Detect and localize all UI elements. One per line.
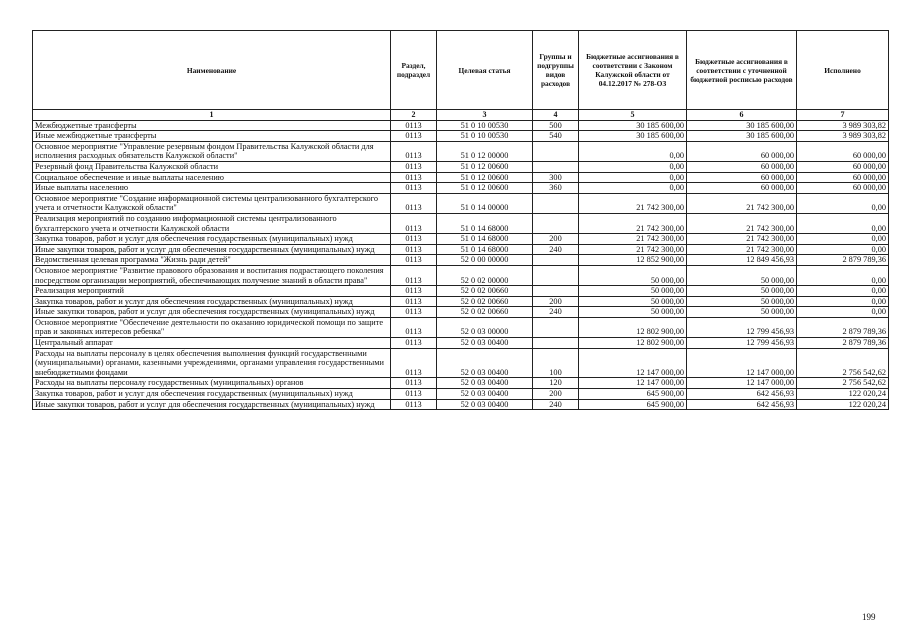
row-target: 52 0 02 00000 <box>437 265 533 285</box>
row-target: 52 0 03 00000 <box>437 317 533 337</box>
row-executed: 2 879 789,36 <box>797 317 889 337</box>
row-budget-list: 60 000,00 <box>687 172 797 183</box>
row-name: Расходы на выплаты персоналу государственных (муниципальных) органов <box>33 378 391 389</box>
row-target: 52 0 03 00400 <box>437 348 533 378</box>
column-number-row <box>33 110 889 121</box>
row-section: 0113 <box>391 131 437 142</box>
row-section: 0113 <box>391 234 437 245</box>
row-group: 540 <box>533 131 579 142</box>
row-section: 0113 <box>391 120 437 131</box>
row-name: Основное мероприятие "Обеспечение деятельности по оказанию юридической помощи по защите прав и законных интересов ребенка" <box>33 317 391 337</box>
row-group: 240 <box>533 244 579 255</box>
table-row <box>33 348 889 378</box>
row-executed: 0,00 <box>797 244 889 255</box>
table-row <box>33 307 889 318</box>
row-section: 0113 <box>391 286 437 297</box>
header-group: Группы и подгруппы видов расходов <box>533 31 579 110</box>
row-name: Резервный фонд Правительства Калужской области <box>33 161 391 172</box>
row-budget-law: 0,00 <box>579 141 687 161</box>
row-target: 52 0 03 00400 <box>437 338 533 349</box>
row-budget-law: 50 000,00 <box>579 265 687 285</box>
row-section: 0113 <box>391 338 437 349</box>
header-row <box>33 31 889 110</box>
row-section: 0113 <box>391 317 437 337</box>
row-group <box>533 338 579 349</box>
row-target: 51 0 10 00530 <box>437 120 533 131</box>
row-section: 0113 <box>391 348 437 378</box>
row-executed: 0,00 <box>797 307 889 318</box>
row-section: 0113 <box>391 141 437 161</box>
table-row <box>33 213 889 233</box>
row-group: 240 <box>533 307 579 318</box>
column-number: 4 <box>533 110 579 121</box>
row-target: 52 0 00 00000 <box>437 255 533 266</box>
row-executed: 122 020,24 <box>797 399 889 410</box>
table-row <box>33 389 889 400</box>
row-budget-law: 0,00 <box>579 183 687 194</box>
row-target: 52 0 03 00400 <box>437 389 533 400</box>
table-row <box>33 172 889 183</box>
row-budget-list: 642 456,93 <box>687 389 797 400</box>
row-target: 51 0 12 00000 <box>437 141 533 161</box>
row-budget-list: 50 000,00 <box>687 307 797 318</box>
row-executed: 2 756 542,62 <box>797 348 889 378</box>
row-target: 52 0 03 00400 <box>437 378 533 389</box>
row-executed: 60 000,00 <box>797 172 889 183</box>
row-budget-law: 12 147 000,00 <box>579 348 687 378</box>
row-group: 500 <box>533 120 579 131</box>
row-budget-list: 12 849 456,93 <box>687 255 797 266</box>
row-budget-list: 12 799 456,93 <box>687 338 797 349</box>
row-budget-list: 50 000,00 <box>687 265 797 285</box>
row-target: 51 0 14 68000 <box>437 244 533 255</box>
table-row <box>33 296 889 307</box>
table-row <box>33 399 889 410</box>
row-budget-list: 21 742 300,00 <box>687 193 797 213</box>
row-target: 52 0 02 00660 <box>437 307 533 318</box>
row-budget-law: 0,00 <box>579 161 687 172</box>
row-executed: 60 000,00 <box>797 183 889 194</box>
row-executed: 2 879 789,36 <box>797 338 889 349</box>
row-group: 300 <box>533 172 579 183</box>
row-budget-list: 21 742 300,00 <box>687 234 797 245</box>
row-executed: 2 756 542,62 <box>797 378 889 389</box>
row-target: 51 0 14 00000 <box>437 193 533 213</box>
row-target: 51 0 10 00530 <box>437 131 533 142</box>
row-group <box>533 265 579 285</box>
row-executed: 3 989 303,82 <box>797 131 889 142</box>
row-name: Иные закупки товаров, работ и услуг для обеспечения государственных (муниципальных) нужд <box>33 399 391 410</box>
row-executed: 122 020,24 <box>797 389 889 400</box>
row-executed: 3 989 303,82 <box>797 120 889 131</box>
table-row <box>33 120 889 131</box>
budget-execution-table <box>32 30 889 410</box>
row-target: 51 0 12 00600 <box>437 161 533 172</box>
row-budget-list: 30 185 600,00 <box>687 131 797 142</box>
row-budget-law: 30 185 600,00 <box>579 131 687 142</box>
table-row <box>33 286 889 297</box>
table-row <box>33 244 889 255</box>
row-group <box>533 286 579 297</box>
row-budget-list: 21 742 300,00 <box>687 244 797 255</box>
row-section: 0113 <box>391 213 437 233</box>
row-executed: 60 000,00 <box>797 161 889 172</box>
row-name: Реализация мероприятий <box>33 286 391 297</box>
table-row <box>33 141 889 161</box>
row-section: 0113 <box>391 183 437 194</box>
row-executed: 60 000,00 <box>797 141 889 161</box>
row-target: 51 0 12 00600 <box>437 172 533 183</box>
column-number: 6 <box>687 110 797 121</box>
row-section: 0113 <box>391 307 437 318</box>
header-name: Наименование <box>33 31 391 110</box>
budget-table-sheet <box>32 30 888 410</box>
row-name: Социальное обеспечение и иные выплаты населению <box>33 172 391 183</box>
row-budget-law: 12 802 900,00 <box>579 317 687 337</box>
row-executed: 2 879 789,36 <box>797 255 889 266</box>
row-budget-law: 50 000,00 <box>579 307 687 318</box>
row-budget-list: 642 456,93 <box>687 399 797 410</box>
row-section: 0113 <box>391 161 437 172</box>
column-number: 1 <box>33 110 391 121</box>
row-section: 0113 <box>391 296 437 307</box>
row-target: 52 0 03 00400 <box>437 399 533 410</box>
row-group: 100 <box>533 348 579 378</box>
page-number: 199 <box>862 612 876 622</box>
row-executed: 0,00 <box>797 193 889 213</box>
row-group <box>533 193 579 213</box>
row-group: 120 <box>533 378 579 389</box>
header-executed: Исполнено <box>797 31 889 110</box>
row-target: 52 0 02 00660 <box>437 296 533 307</box>
column-number: 2 <box>391 110 437 121</box>
table-row <box>33 234 889 245</box>
row-section: 0113 <box>391 244 437 255</box>
row-budget-law: 21 742 300,00 <box>579 193 687 213</box>
row-group <box>533 317 579 337</box>
row-budget-law: 21 742 300,00 <box>579 244 687 255</box>
header-section: Раздел, подраздел <box>391 31 437 110</box>
row-section: 0113 <box>391 172 437 183</box>
row-group: 200 <box>533 389 579 400</box>
table-row <box>33 161 889 172</box>
row-budget-list: 12 147 000,00 <box>687 378 797 389</box>
column-number: 7 <box>797 110 889 121</box>
row-budget-list: 21 742 300,00 <box>687 213 797 233</box>
row-name: Центральный аппарат <box>33 338 391 349</box>
row-section: 0113 <box>391 399 437 410</box>
row-budget-law: 50 000,00 <box>579 296 687 307</box>
row-section: 0113 <box>391 378 437 389</box>
table-row <box>33 255 889 266</box>
row-name: Расходы на выплаты персоналу в целях обеспечения выполнения функций государственными (муниципальными) органами, казенными учреждениями, органами управления государственными внебюджетными фондами <box>33 348 391 378</box>
row-budget-law: 21 742 300,00 <box>579 234 687 245</box>
row-name: Основное мероприятие "Развитие правового образования и воспитания подрастающего поколения посредством организации мероприятий, обеспечивающих получение знаний в области права" <box>33 265 391 285</box>
header-target: Целевая статья <box>437 31 533 110</box>
row-target: 52 0 02 00660 <box>437 286 533 297</box>
row-name: Ведомственная целевая программа "Жизнь ради детей" <box>33 255 391 266</box>
row-budget-list: 60 000,00 <box>687 141 797 161</box>
table-row <box>33 183 889 194</box>
row-executed: 0,00 <box>797 213 889 233</box>
row-budget-list: 12 799 456,93 <box>687 317 797 337</box>
row-name: Иные закупки товаров, работ и услуг для обеспечения государственных (муниципальных) нужд <box>33 307 391 318</box>
row-group: 360 <box>533 183 579 194</box>
row-name: Иные межбюджетные трансферты <box>33 131 391 142</box>
row-group <box>533 161 579 172</box>
table-row <box>33 338 889 349</box>
row-target: 51 0 12 00600 <box>437 183 533 194</box>
table-row <box>33 131 889 142</box>
row-budget-list: 30 185 600,00 <box>687 120 797 131</box>
row-section: 0113 <box>391 389 437 400</box>
row-budget-law: 21 742 300,00 <box>579 213 687 233</box>
row-executed: 0,00 <box>797 234 889 245</box>
row-name: Иные закупки товаров, работ и услуг для обеспечения государственных (муниципальных) нужд <box>33 244 391 255</box>
row-target: 51 0 14 68000 <box>437 234 533 245</box>
column-number: 3 <box>437 110 533 121</box>
row-name: Закупка товаров, работ и услуг для обеспечения государственных (муниципальных) нужд <box>33 389 391 400</box>
row-section: 0113 <box>391 255 437 266</box>
row-group <box>533 141 579 161</box>
row-name: Закупка товаров, работ и услуг для обеспечения государственных (муниципальных) нужд <box>33 234 391 245</box>
header-budget-law: Бюджетные ассигнования в соответствии с Законом Калужской области от 04.12.2017 № 278-ОЗ <box>579 31 687 110</box>
row-group <box>533 213 579 233</box>
row-name: Реализация мероприятий по созданию информационной системы централизованного бухгалтерского учета и отчетности Калужской области <box>33 213 391 233</box>
row-group: 200 <box>533 234 579 245</box>
row-name: Основное мероприятие "Управление резервным фондом Правительства Калужской области для исполнения расходных обязательств Калужской области" <box>33 141 391 161</box>
row-budget-law: 0,00 <box>579 172 687 183</box>
row-budget-law: 645 900,00 <box>579 399 687 410</box>
row-budget-list: 12 147 000,00 <box>687 348 797 378</box>
row-budget-law: 12 802 900,00 <box>579 338 687 349</box>
row-budget-list: 60 000,00 <box>687 183 797 194</box>
row-section: 0113 <box>391 265 437 285</box>
row-budget-law: 30 185 600,00 <box>579 120 687 131</box>
row-budget-law: 12 147 000,00 <box>579 378 687 389</box>
row-name: Основное мероприятие "Создание информационной системы централизованного бухгалтерского учета и отчетности Калужской области" <box>33 193 391 213</box>
row-budget-law: 12 852 900,00 <box>579 255 687 266</box>
table-row <box>33 193 889 213</box>
table-row <box>33 317 889 337</box>
row-budget-list: 60 000,00 <box>687 161 797 172</box>
row-name: Межбюджетные трансферты <box>33 120 391 131</box>
row-group: 240 <box>533 399 579 410</box>
row-budget-list: 50 000,00 <box>687 286 797 297</box>
row-group: 200 <box>533 296 579 307</box>
row-executed: 0,00 <box>797 296 889 307</box>
row-budget-list: 50 000,00 <box>687 296 797 307</box>
row-executed: 0,00 <box>797 265 889 285</box>
header-budget-list: Бюджетные ассигнования в соответствии с уточненной бюджетной росписью расходов <box>687 31 797 110</box>
row-budget-law: 50 000,00 <box>579 286 687 297</box>
row-name: Иные выплаты населению <box>33 183 391 194</box>
table-row <box>33 265 889 285</box>
row-name: Закупка товаров, работ и услуг для обеспечения государственных (муниципальных) нужд <box>33 296 391 307</box>
row-executed: 0,00 <box>797 286 889 297</box>
row-target: 51 0 14 68000 <box>437 213 533 233</box>
row-group <box>533 255 579 266</box>
column-number: 5 <box>579 110 687 121</box>
table-row <box>33 378 889 389</box>
row-section: 0113 <box>391 193 437 213</box>
row-budget-law: 645 900,00 <box>579 389 687 400</box>
